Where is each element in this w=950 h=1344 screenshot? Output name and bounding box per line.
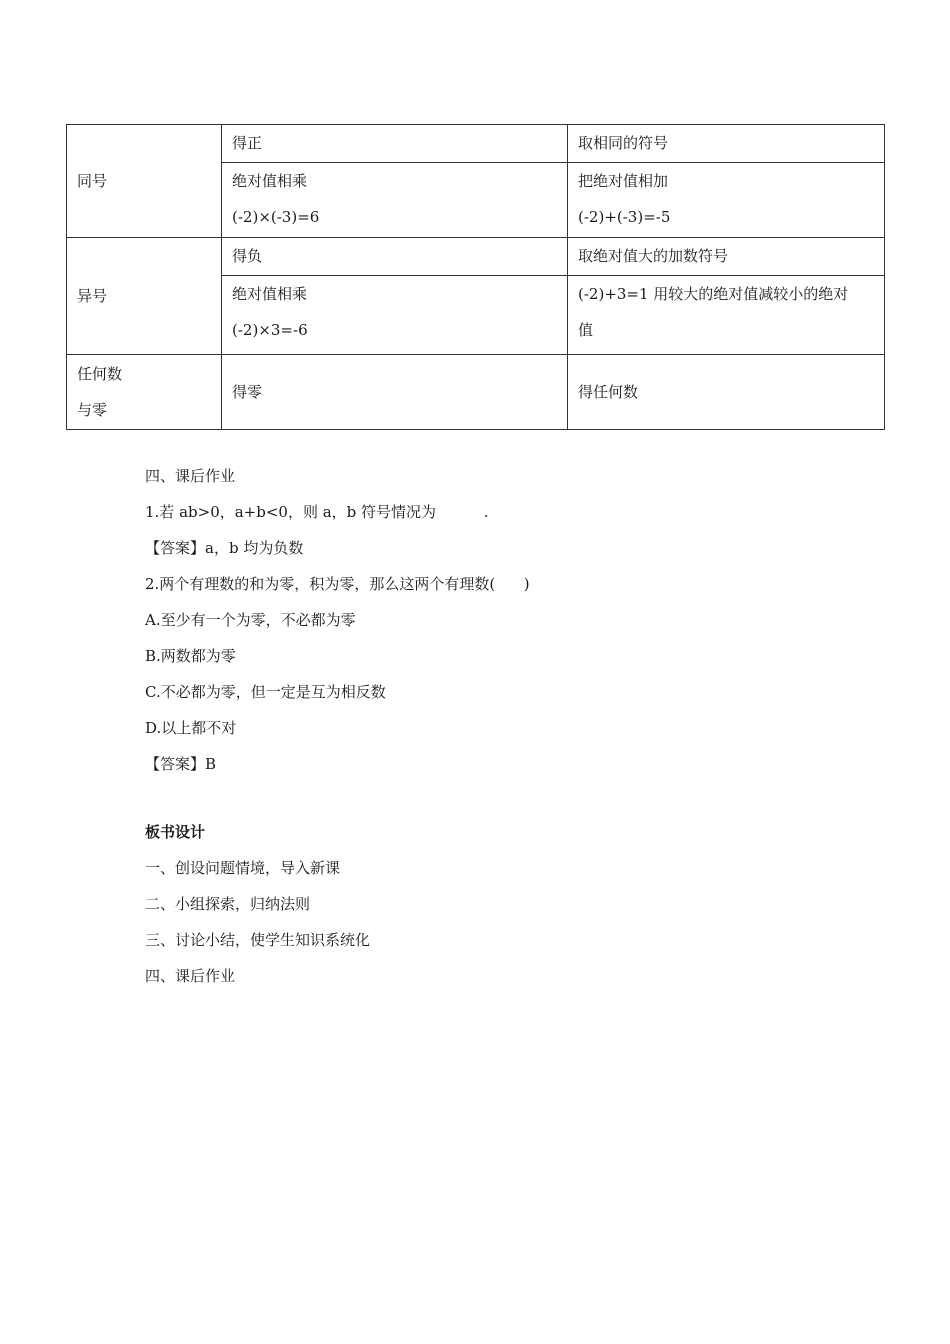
same-sign-add-sign: 取相同的符号	[568, 125, 885, 163]
diff-sign-add-sign: 取绝对值大的加数符号	[568, 238, 885, 276]
homework-section	[145, 458, 530, 782]
table-row	[67, 355, 885, 430]
homework-heading: 四、课后作业	[145, 467, 236, 485]
row-label-zero: 任何数 与零	[67, 355, 222, 430]
option-c: C.不必都为零，但一定是互为相反数	[145, 683, 386, 701]
same-sign-add-rule: 把绝对值相加 (-2)+(-3)=-5	[568, 163, 885, 238]
table-row	[67, 238, 885, 276]
board-item: 三、讨论小结，使学生知识系统化	[145, 931, 371, 949]
sign-rules-table	[66, 124, 885, 430]
zero-mult: 得零	[222, 355, 568, 430]
option-b: B.两数都为零	[145, 647, 236, 665]
row-label-same-sign: 同号	[67, 125, 222, 238]
diff-sign-mult-sign: 得负	[222, 238, 568, 276]
option-a: A.至少有一个为零，不必都为零	[145, 611, 356, 629]
board-design-section	[145, 814, 370, 994]
diff-sign-add-rule: (-2)+3=1 用较大的绝对值减较小的绝对 值	[568, 276, 885, 355]
question-1: 1.若 ab>0，a+b<0，则 a，b 符号情况为 .	[145, 503, 489, 521]
board-heading: 板书设计	[145, 823, 206, 841]
diff-sign-mult-rule: 绝对值相乘 (-2)×3=-6	[222, 276, 568, 355]
answer-2: 【答案】B	[145, 755, 217, 773]
table-row	[67, 125, 885, 163]
same-sign-mult-sign: 得正	[222, 125, 568, 163]
board-item: 四、课后作业	[145, 967, 236, 985]
row-label-diff-sign: 异号	[67, 238, 222, 355]
answer-1: 【答案】a，b 均为负数	[145, 539, 304, 557]
zero-add: 得任何数	[568, 355, 885, 430]
same-sign-mult-rule: 绝对值相乘 (-2)×(-3)=6	[222, 163, 568, 238]
board-item: 二、小组探索，归纳法则	[145, 895, 311, 913]
question-2: 2.两个有理数的和为零，积为零，那么这两个有理数( )	[145, 575, 530, 593]
option-d: D.以上都不对	[145, 719, 237, 737]
board-item: 一、创设问题情境，导入新课	[145, 859, 341, 877]
